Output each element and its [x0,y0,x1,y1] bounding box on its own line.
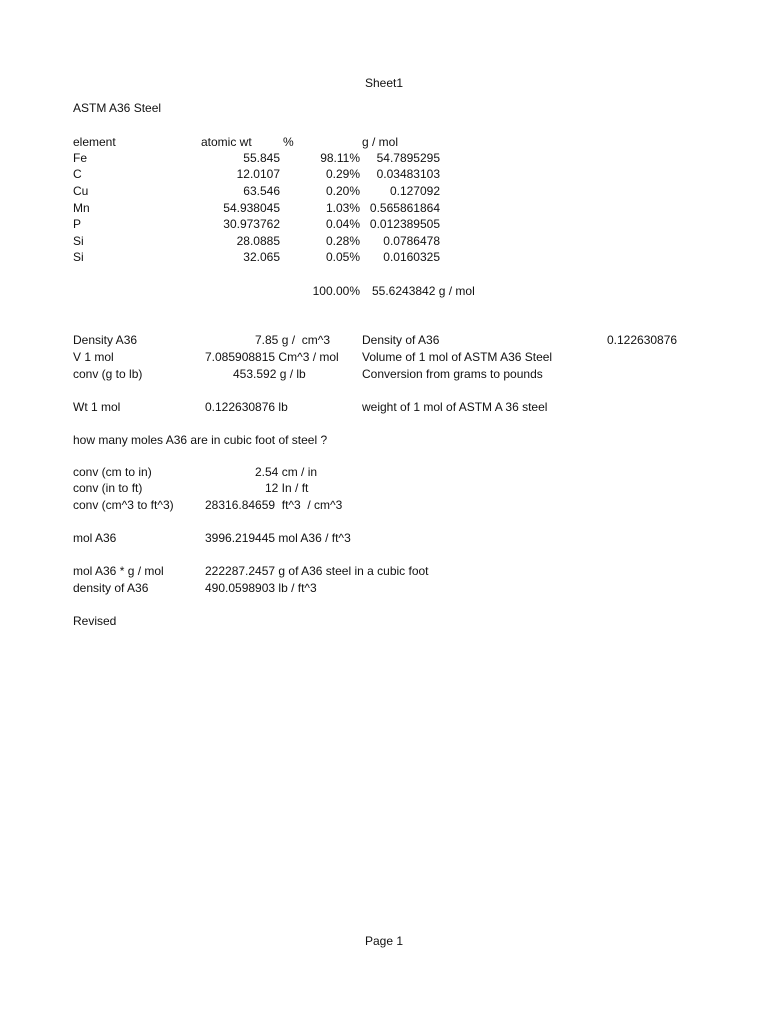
cell-atomic-wt: 63.546 [243,184,280,198]
cell-g-mol: 0.03483103 [376,167,440,181]
header-atomic-wt: atomic wt [201,135,252,149]
question-text: how many moles A36 are in cubic foot of steel ? [73,433,328,447]
conv-in-ft-value: 12 In / ft [265,481,309,495]
cell-atomic-wt: 12.0107 [236,167,280,181]
cell-element: C [73,167,82,181]
cell-element: Si [73,234,84,248]
cell-percent: 0.20% [325,184,360,198]
cell-percent: 0.28% [325,234,360,248]
mol-gmol-value: 222287.2457 g of A36 steel in a cubic foot [205,564,429,578]
cell-percent: 98.11% [320,151,360,165]
cell-element: P [73,217,82,231]
cell-g-mol: 0.012389505 [369,217,440,231]
v1mol-label: V 1 mol [73,350,114,364]
cell-g-mol: 0.0160325 [383,250,440,264]
cell-element: Si [73,250,84,264]
density-description: Density of A36 [362,333,440,347]
cell-atomic-wt: 28.0885 [236,234,280,248]
v1mol-value: 7.085908815 Cm^3 / mol [205,350,339,364]
mol-gmol-label: mol A36 * g / mol [73,564,164,578]
cell-element: Cu [73,184,89,198]
density-lb-value: 490.0598903 lb / ft^3 [205,581,317,595]
document-title: ASTM A36 Steel [73,101,162,115]
conv-in-ft-label: conv (in to ft) [73,481,143,495]
conv-g-lb-description: Conversion from grams to pounds [362,367,543,381]
mol-a36-label: mol A36 [73,531,117,545]
conv-g-lb-label: conv (g to lb) [73,367,143,381]
cell-g-mol: 0.565861864 [369,201,440,215]
density-label: Density A36 [73,333,138,347]
wt1mol-label: Wt 1 mol [73,400,121,414]
cell-element: Mn [73,201,90,215]
conv-g-lb-value: 453.592 g / lb [233,367,306,381]
cell-element: Fe [73,151,88,165]
wt1mol-value: 0.122630876 lb [205,400,288,414]
density-extra-value: 0.122630876 [607,333,678,347]
conv-cm-in-label: conv (cm to in) [73,465,152,479]
wt1mol-description: weight of 1 mol of ASTM A 36 steel [362,400,548,414]
density-value: 7.85 g / cm^3 [255,333,330,347]
cell-percent: 0.05% [325,250,360,264]
density-lb-label: density of A36 [73,581,149,595]
header-element: element [73,135,116,149]
sheet-name: Sheet1 [364,76,404,90]
total-percent: 100.00% [312,284,360,298]
cell-atomic-wt: 55.845 [243,151,280,165]
cell-percent: 0.29% [325,167,360,181]
cell-g-mol: 0.0786478 [383,234,440,248]
cell-atomic-wt: 32.065 [243,250,280,264]
revised-note: Revised [73,614,117,628]
cell-atomic-wt: 54.938045 [223,201,280,215]
conv-cm-in-value: 2.54 cm / in [255,465,318,479]
header-percent: % [283,135,294,149]
cell-g-mol: 54.7895295 [376,151,440,165]
mol-a36-value: 3996.219445 mol A36 / ft^3 [205,531,351,545]
conv-cm3-ft3-value: 28316.84659 ft^3 / cm^3 [205,498,343,512]
cell-percent: 0.04% [325,217,360,231]
conv-cm3-ft3-label: conv (cm^3 to ft^3) [73,498,174,512]
v1mol-description: Volume of 1 mol of ASTM A36 Steel [362,350,553,364]
total-g-mol: 55.6243842 g / mol [372,284,475,298]
header-g-mol: g / mol [362,135,399,149]
cell-atomic-wt: 30.973762 [223,217,280,231]
cell-percent: 1.03% [325,201,360,215]
page-footer: Page 1 [364,934,404,948]
cell-g-mol: 0.127092 [389,184,440,198]
